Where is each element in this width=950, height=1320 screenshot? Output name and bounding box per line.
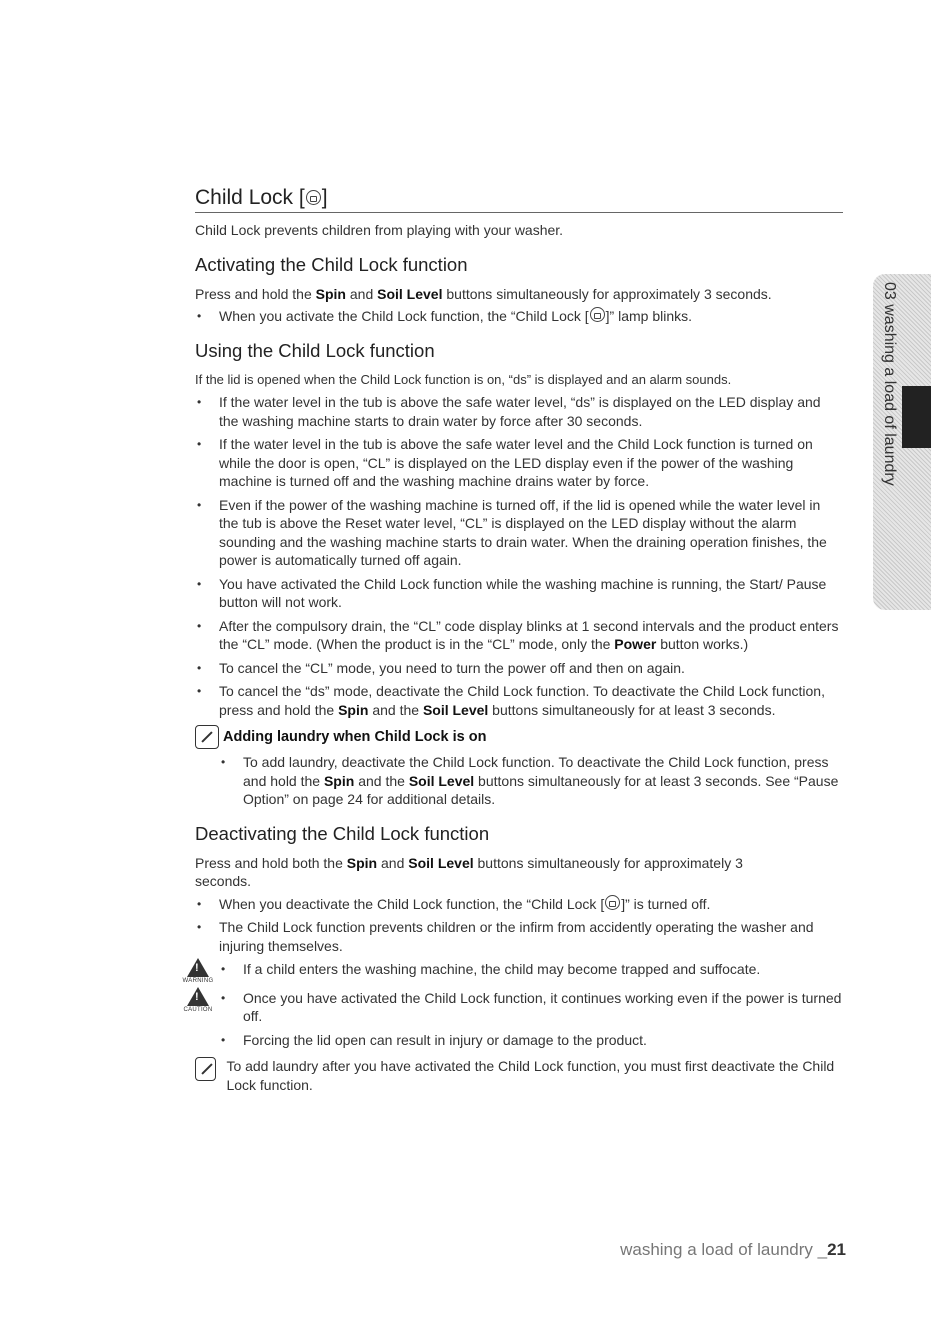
- list-item: • To cancel the “CL” mode, you need to turn the power off and then on again.: [195, 659, 843, 678]
- deactivating-list: [195, 895, 843, 956]
- warning-icon: ! WARNING: [181, 958, 215, 984]
- list-item: • After the compulsory drain, the “CL” code display blinks at 1 second intervals and the product enters the “CL” mode. (When the product is in the “CL” mode, only the Power button works.): [195, 617, 843, 654]
- caution-icon: ! CAUTION: [181, 987, 215, 1013]
- list-item: • If the water level in the tub is above the safe water level, “ds” is displayed on the LED display and the washing machine starts to drain water by force after 30 seconds.: [195, 393, 843, 430]
- activating-heading: Activating the Child Lock function: [195, 253, 468, 275]
- page-title: Child Lock [ ]: [195, 186, 328, 209]
- title-row: [195, 186, 843, 213]
- list-item: • Once you have activated the Child Lock function, it continues working even if the power is turned off.: [219, 989, 843, 1026]
- note-icon: [195, 1057, 216, 1081]
- list-item: • You have activated the Child Lock function while the washing machine is running, the Start/ Pause button will not work.: [195, 575, 843, 612]
- activating-list: [195, 307, 843, 326]
- list-item: • If the water level in the tub is above the safe water level and the Child Lock function is turned on while the door is open, “CL” is displayed on the LED display even if the power of the washing machine is turned off and the washing machine drains water by force.: [195, 435, 843, 491]
- deactivating-heading: Deactivating the Child Lock function: [195, 822, 490, 844]
- note-heading: Adding laundry when Child Lock is on: [223, 729, 487, 745]
- list-item: • To cancel the “ds” mode, deactivate the Child Lock function. To deactivate the Child Lock function, press and hold the Spin and the Soil Level buttons simultaneously for at least 3 seconds.: [195, 682, 843, 719]
- chapter-tab-marker: [902, 386, 931, 448]
- list-item: • Forcing the lid open can result in injury or damage to the product.: [219, 1031, 843, 1050]
- deactivating-text: Press and hold both the Spin and Soil Level buttons simultaneously for approximately 3 seconds.: [195, 854, 743, 889]
- page-number: 21: [827, 1240, 846, 1259]
- list-item: • The Child Lock function prevents children or the infirm from accidently operating the washer and injuring themselves.: [195, 918, 843, 955]
- using-list: [195, 393, 843, 719]
- note-icon: [195, 725, 219, 749]
- child-lock-icon: [590, 307, 605, 322]
- page-content: [182, 186, 843, 1094]
- using-lead: If the lid is opened when the Child Lock function is on, “ds” is displayed and an alarm sounds.: [195, 371, 732, 387]
- list-item: • To add laundry, deactivate the Child Lock function. To deactivate the Child Lock function, press and hold the Spin and the Soil Level buttons simultaneously for at least 3 seconds. See “Pause Option” on page 24 for additional details.: [219, 753, 843, 809]
- chapter-tab-label: 03 washing a load of laundry: [881, 282, 898, 486]
- warning-block: [182, 960, 843, 984]
- page-footer: washing a load of laundry _21: [620, 1240, 846, 1259]
- activating-text: Press and hold the Spin and Soil Level buttons simultaneously for approximately 3 seconds.: [195, 285, 772, 302]
- final-note: To add laundry after you have activated the Child Lock function, you must first deactivate the Child Lock function.: [195, 1057, 843, 1094]
- list-item: • When you activate the Child Lock function, the “Child Lock [ ]” lamp blinks.: [195, 307, 843, 326]
- child-lock-icon: [306, 190, 321, 205]
- list-item: • Even if the power of the washing machine is turned off, if the lid is opened while the water level in the tub is above the Reset water level, “CL” is displayed on the LED display without the alarm sounding and the washing machine starts to drain water. When the draining operation finishes, the power is automatically turned off again.: [195, 496, 843, 570]
- list-item: • If a child enters the washing machine, the child may become trapped and suffocate.: [219, 960, 843, 979]
- child-lock-icon: [605, 895, 620, 910]
- adding-note: [195, 725, 843, 809]
- using-heading: Using the Child Lock function: [195, 339, 435, 361]
- intro-text: Child Lock prevents children from playing with your washer.: [195, 222, 564, 238]
- caution-block: [183, 989, 843, 1050]
- list-item: • When you deactivate the Child Lock function, the “Child Lock [ ]” is turned off.: [195, 895, 843, 914]
